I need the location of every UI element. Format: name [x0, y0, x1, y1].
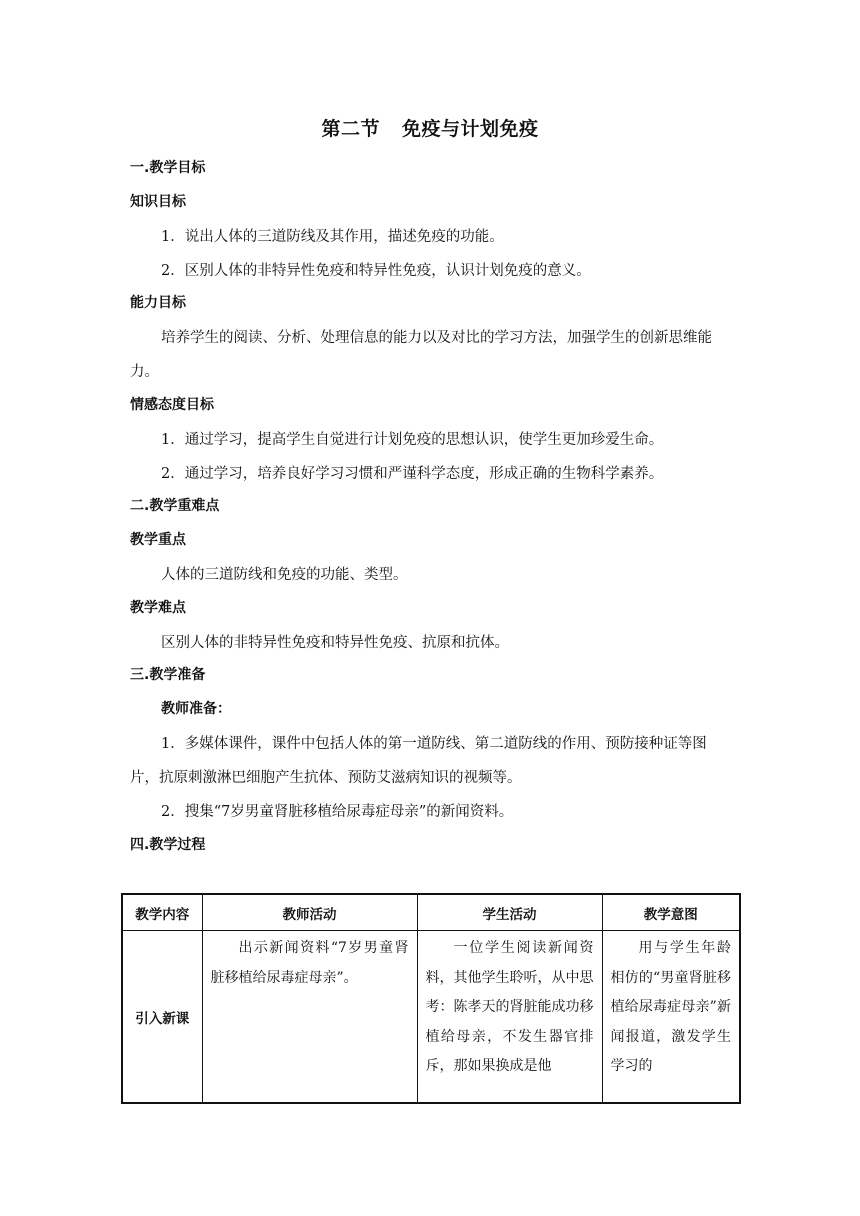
subheading-ability: 能力目标 [130, 295, 186, 311]
teacher-activity-text: 出示新闻资料“7岁男童肾脏移植给尿毒症母亲”。 [210, 940, 409, 986]
prep-item-2: 2．搜集“7岁男童肾脏移植给尿毒症母亲”的新闻资料。 [161, 804, 514, 820]
page-title [0, 114, 860, 141]
emotion-item-2: 2．通过学习，培养良好学习习惯和严谨科学态度，形成正确的生物科学素养。 [161, 466, 664, 482]
subheading-key: 教学重点 [130, 532, 186, 548]
teaching-process-table [121, 893, 741, 1104]
header-student-activity: 学生活动 [417, 894, 602, 931]
table-header-row [122, 894, 740, 931]
header-content: 教学内容 [122, 894, 202, 931]
ability-text-line1: 培养学生的阅读、分析、处理信息的能力以及对比的学习方法，加强学生的创新思维能 [161, 330, 712, 346]
section-heading-process: 四.教学过程 [130, 837, 206, 853]
cell-intent [602, 931, 740, 1104]
intent-text: 用与学生年龄相仿的“男童肾脏移植给尿毒症母亲”新闻报道，激发学生学习的 [610, 940, 731, 1074]
knowledge-item-2: 2．区别人体的非特异性免疫和特异性免疫，认识计划免疫的意义。 [161, 263, 591, 279]
header-teacher-activity: 教师活动 [202, 894, 417, 931]
subheading-teacher-prep: 教师准备： [161, 701, 231, 717]
subheading-difficult: 教学难点 [130, 600, 186, 616]
section-heading-key-points: 二.教学重难点 [130, 498, 220, 514]
key-text: 人体的三道防线和免疫的功能、类型。 [161, 567, 408, 583]
header-intent: 教学意图 [602, 894, 740, 931]
prep-item-1-line1: 1．多媒体课件，课件中包括人体的第一道防线、第二道防线的作用、预防接种证等图 [161, 736, 707, 752]
ability-text-line2: 力。 [130, 364, 159, 380]
emotion-item-1: 1．通过学习，提高学生自觉进行计划免疫的思想认识，使学生更加珍爱生命。 [161, 432, 664, 448]
knowledge-item-1: 1．说出人体的三道防线及其作用，描述免疫的功能。 [161, 229, 504, 245]
table-row [122, 931, 740, 1104]
prep-item-1-line2: 片，抗原刺激淋巴细胞产生抗体、预防艾滋病知识的视频等。 [130, 770, 522, 786]
cell-content: 引入新课 [122, 931, 202, 1104]
cell-student-activity [417, 931, 602, 1104]
subheading-emotion: 情感态度目标 [130, 397, 214, 413]
title-section-number: 第二节 [321, 118, 380, 140]
student-activity-text: 一位学生阅读新闻资料，其他学生聆听，从中思考：陈孝天的肾脏能成功移植给母亲，不发生器官排斥，那如果换成是他 [425, 940, 594, 1074]
section-heading-objectives: 一.教学目标 [130, 160, 206, 176]
title-topic: 免疫与计划免疫 [402, 118, 539, 140]
cell-teacher-activity [202, 931, 417, 1104]
section-heading-preparation: 三.教学准备 [130, 667, 206, 683]
difficult-text: 区别人体的非特异性免疫和特异性免疫、抗原和抗体。 [161, 635, 509, 651]
subheading-knowledge: 知识目标 [130, 194, 186, 210]
